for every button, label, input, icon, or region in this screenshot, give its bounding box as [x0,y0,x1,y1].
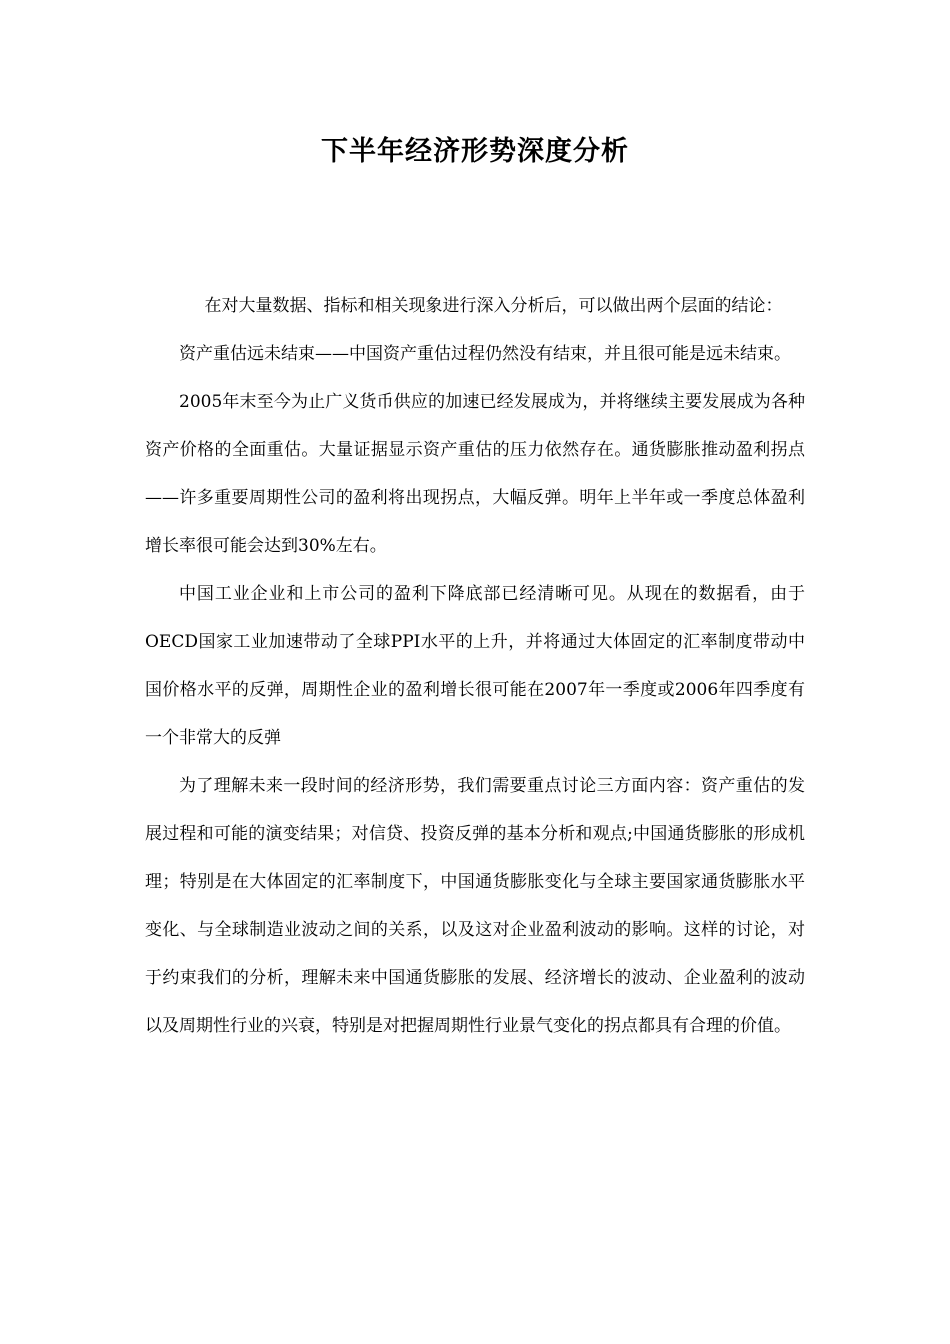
document-title: 下半年经济形势深度分析 [321,136,629,167]
paragraph-asset-revaluation: 资产重估远未结束——中国资产重估过程仍然没有结束，并且很可能是远未结束。 [179,344,791,364]
paragraph-discussion-topics: 为了理解未来一段时间的经济形势，我们需要重点讨论三方面内容：资产重估的发展过程和可能的演变结果；对信贷、投资反弹的基本分析和观点;中国通货膨胀的形成机理；特别是在大体固定的汇率制度下，中国通货膨胀变化与全球主要国家通货膨胀水平变化、与全球制造业波动之间的关系，以及这对企业盈利波动的影响。这样的讨论，对于约束我们的分析，理解未来中国通货膨胀的发展、经济增长的波动、企业盈利的波动以及周期性行业的兴衰，特别是对把握周期性行业景气变化的拐点都具有合理的价值。 [145,776,805,1036]
paragraph-conclusion-intro: 在对大量数据、指标和相关现象进行深入分析后，可以做出两个层面的结论： [204,296,783,316]
paragraph-money-supply: 2005年末至今为止广义货币供应的加速已经发展成为，并将继续主要发展成为各种资产价格的全面重估。大量证据显示资产重估的压力依然存在。通货膨胀推动盈利拐点——许多重要周期性公司的盈利将出现拐点，大幅反弹。明年上半年或一季度总体盈利增长率很可能会达到30%左右。 [145,392,805,556]
document-body [145,282,805,1050]
paragraph-profit-bottom: 中国工业企业和上市公司的盈利下降底部已经清晰可见。从现在的数据看，由于OECD国家工业加速带动了全球PPI水平的上升，并将通过大体固定的汇率制度带动中国价格水平的反弹，周期性企业的盈利增长很可能在2007年一季度或2006年四季度有一个非常大的反弹 [145,584,805,748]
